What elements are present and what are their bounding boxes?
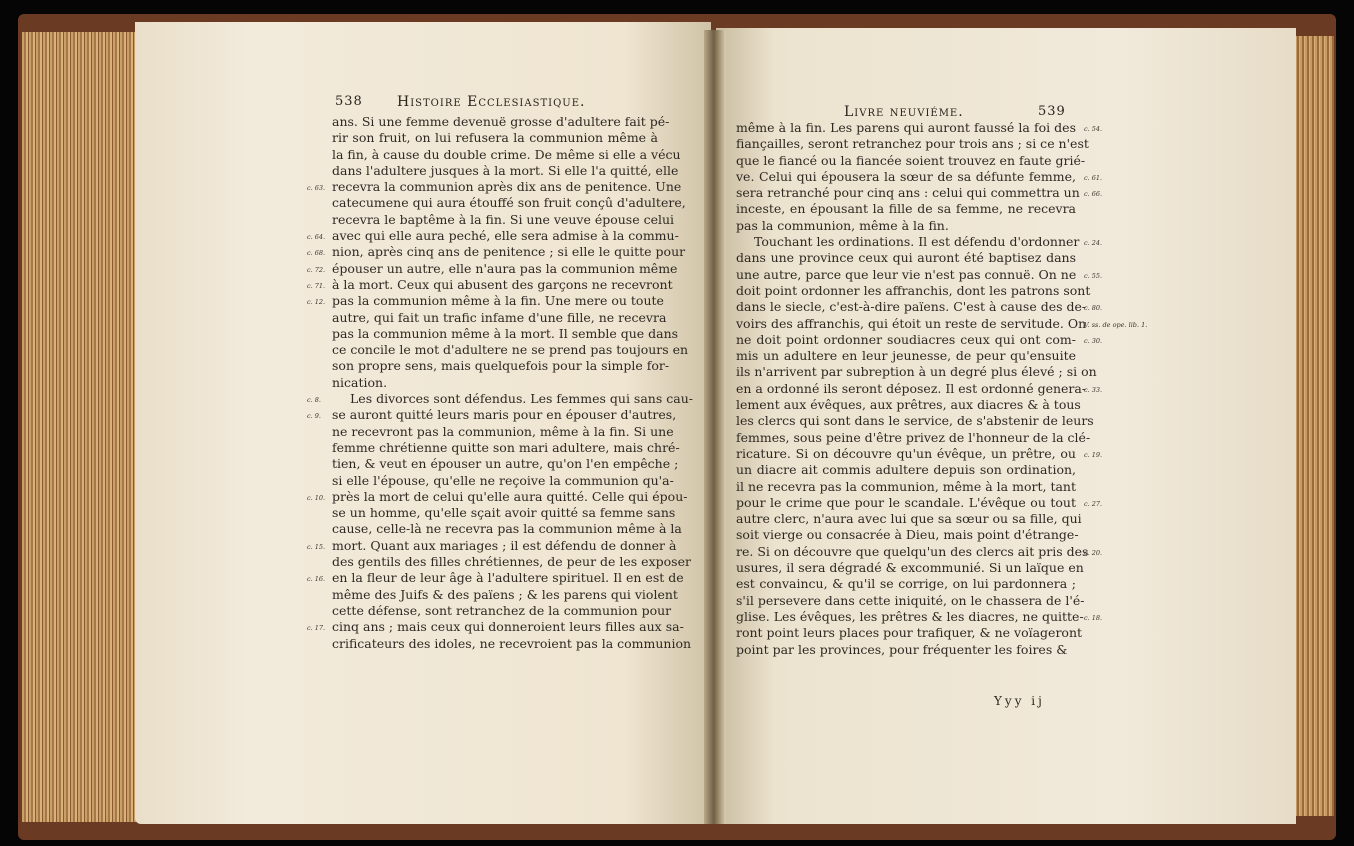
text-line: autre, qui fait un trafic infame d'une fille, ne recevra	[332, 309, 667, 325]
text-line: ce concile le mot d'adultere ne se prend pas toujours en	[332, 342, 689, 358]
text-line: Les divorces sont défendus. Les femmes qui sans cau-	[350, 391, 693, 407]
text-line: usures, il sera dégradé & excommunié. Si un laïque en	[736, 560, 1084, 576]
margin-note: c. 72.	[307, 265, 326, 274]
margin-note: c. 20.	[1084, 548, 1103, 557]
text-line: recevra le baptême à la fin. Si une veuve épouse celui	[332, 211, 675, 227]
margin-note: c. 63.	[307, 184, 326, 193]
text-line: femmes, sous peine d'être privez de l'honneur de la clé-	[736, 429, 1091, 445]
text-line: cinq ans ; mais ceux qui donneroient leurs filles aux sa-	[332, 619, 684, 635]
text-line: ront point leurs places pour trafiquer, & ne voïageront	[736, 625, 1083, 641]
text-line: nication.	[332, 374, 388, 390]
text-line: il ne recevra pas la communion, même à la mort, tant	[736, 478, 1076, 494]
text-line: dans une province ceux qui auront été baptisez dans	[736, 250, 1076, 266]
text-line: pas la communion même à la mort. Il semble que dans	[332, 325, 679, 341]
text-line: catecumene qui aura étouffé son fruit conçû d'adultere,	[332, 195, 686, 211]
margin-note: V. ss. de ope. lib. 1.	[1084, 320, 1148, 329]
text-line: ils n'arrivent par subreption à un degré plus élevé ; si on	[736, 364, 1097, 380]
text-line: un diacre ait commis adultere depuis son ordination,	[736, 462, 1076, 478]
margin-note: c. 9.	[307, 412, 321, 421]
book-gutter	[704, 30, 726, 824]
margin-note: c. 27.	[1084, 499, 1103, 508]
signature-mark: Yyy ij	[994, 694, 1045, 708]
margin-note: c. 12.	[307, 298, 326, 307]
text-line: pour le crime que pour le scandale. L'évêque ou tout	[736, 494, 1076, 510]
text-line: rir son fruit, on lui refusera la communion même à	[332, 130, 658, 146]
text-line: mort. Quant aux mariages ; il est défendu de donner à	[332, 537, 677, 553]
text-line: des gentils des filles chrétiennes, de peur de les exposer	[332, 554, 691, 570]
text-line: soit vierge ou consacrée à Dieu, mais point d'étrange-	[736, 527, 1079, 543]
text-line: lement aux évêques, aux prêtres, aux diacres & à tous	[736, 397, 1081, 413]
margin-note: c. 80.	[1084, 304, 1103, 313]
text-line: même des Juifs & des païens ; & les parens qui violent	[332, 586, 678, 602]
text-line: épouser un autre, elle n'aura pas la communion même	[332, 260, 678, 276]
text-line: nion, après cinq ans de penitence ; si elle le quitte pour	[332, 244, 686, 260]
page-edges-left	[22, 32, 147, 822]
text-line: pas la communion même à la fin. Une mere ou toute	[332, 293, 664, 309]
margin-note: c. 8.	[307, 396, 321, 405]
left-page-number: 538	[335, 94, 363, 109]
text-line: Touchant les ordinations. Il est défendu d'ordonner	[754, 234, 1080, 250]
margin-note: c. 19.	[1084, 451, 1103, 459]
text-line: voirs des affranchis, qui étoit un reste de servitude. On	[736, 315, 1087, 331]
margin-note: c. 16.	[307, 575, 326, 584]
left-page	[135, 22, 711, 824]
margin-note: c. 17.	[307, 624, 326, 633]
text-line: cause, celle-là ne recevra pas la communion même à la	[332, 521, 682, 537]
left-body-text	[332, 114, 693, 652]
text-line: dans l'adultere jusques à la mort. Si elle l'a quitté, elle	[332, 162, 679, 178]
text-line: ne recevront pas la communion, même à la fin. Si une	[332, 423, 674, 439]
text-line: avec qui elle aura peché, elle sera admise à la commu-	[332, 228, 679, 244]
margin-note: c. 30.	[1084, 336, 1103, 345]
margin-note: c. 61.	[1084, 173, 1103, 182]
right-page	[716, 28, 1296, 824]
text-line: pas la communion, même à la fin.	[736, 217, 949, 233]
left-running-head: Histoire Ecclesiastique.	[397, 94, 586, 110]
margin-note: c. 15.	[307, 542, 326, 551]
text-line: dans le siecle, c'est-à-dire païens. C'est à cause des de-	[736, 299, 1087, 315]
text-line: se auront quitté leurs maris pour en épouser d'autres,	[332, 407, 677, 423]
margin-note: c. 54.	[1084, 125, 1103, 133]
margin-note: c. 10.	[307, 493, 326, 502]
text-line: autre clerc, n'aura avec lui que sa sœur ou sa fille, qui	[736, 511, 1082, 527]
text-line: point par les provinces, pour fréquenter les foires &	[736, 641, 1068, 657]
text-line: est convaincu, & qu'il se corrige, on lui pardonnera ;	[736, 576, 1076, 592]
text-line: inceste, en épousant la fille de sa femme, ne recevra	[736, 201, 1076, 217]
text-line: femme chrétienne quitte son mari adultere, mais chré-	[332, 439, 680, 455]
text-line: que le fiancé ou la fiancée soient trouvez en faute grié-	[736, 152, 1086, 168]
text-line: son propre sens, mais quelquefois pour la simple for-	[332, 358, 670, 374]
text-line: mis un adultere en leur jeunesse, de peur qu'ensuite	[736, 348, 1076, 364]
text-line: ricature. Si on découvre qu'un évêque, un prêtre, ou	[736, 445, 1076, 461]
text-line: re. Si on découvre que quelqu'un des clercs ait pris des	[736, 543, 1089, 559]
text-line: doit point ordonner les affranchis, dont les patrons sont	[736, 282, 1091, 298]
text-line: sera retranché pour cinq ans : celui qui commettra un	[736, 185, 1080, 201]
text-line: ve. Celui qui épousera la sœur de sa défunte femme,	[736, 168, 1076, 184]
text-line: la fin, à cause du double crime. De même si elle a vécu	[332, 146, 681, 162]
text-line: les clercs qui sont dans le service, de s'abstenir de leurs	[736, 413, 1094, 429]
page-edges-right	[1290, 36, 1334, 816]
text-line: près la mort de celui qu'elle aura quitté. Celle qui épou-	[332, 488, 688, 504]
margin-note: c. 64.	[307, 233, 326, 242]
right-running-head: Livre neuviéme.	[844, 104, 964, 120]
text-line: en la fleur de leur âge à l'adultere spirituel. Il en est de	[332, 570, 684, 586]
text-line: se un homme, qu'elle sçait avoir quitté sa femme sans	[332, 505, 676, 521]
text-line: ne doit point ordonner soudiacres ceux qui ont com-	[736, 331, 1076, 347]
text-line: tien, & veut en épouser un autre, qu'on l'en empêche ;	[332, 456, 679, 472]
text-line: une autre, parce que leur vie n'est pas connuë. On ne	[736, 266, 1077, 282]
text-line: fiançailles, seront retranchez pour trois ans ; si ce n'est	[736, 136, 1089, 152]
text-line: recevra la communion après dix ans de penitence. Une	[332, 179, 682, 195]
text-line: si elle l'épouse, qu'elle ne reçoive la communion qu'a-	[332, 472, 674, 488]
margin-note: c. 18.	[1084, 614, 1103, 622]
text-line: glise. Les évêques, les prêtres & les diacres, ne quitte-	[736, 608, 1084, 624]
margin-note: c. 71.	[307, 282, 326, 290]
text-line: à la mort. Ceux qui abusent des garçons ne recevront	[332, 276, 673, 292]
margin-note: c. 24.	[1084, 239, 1103, 248]
margin-note: c. 55.	[1084, 271, 1103, 280]
text-line: en a ordonné ils seront déposez. Il est ordonné genera-	[736, 380, 1087, 396]
margin-note: c. 66.	[1084, 190, 1103, 199]
right-page-number: 539	[1038, 104, 1066, 119]
text-line: même à la fin. Les parens qui auront faussé la foi des	[736, 120, 1076, 135]
margin-note: c. 33.	[1084, 385, 1103, 394]
text-line: ans. Si une femme devenuë grosse d'adultere fait pé-	[332, 114, 670, 129]
text-line: cette défense, sont retranchez de la communion pour	[332, 602, 672, 618]
margin-note: c. 68.	[307, 249, 326, 258]
text-line: s'il persevere dans cette iniquité, on le chassera de l'é-	[736, 592, 1085, 608]
text-line: crificateurs des idoles, ne recevroient pas la communion	[332, 635, 692, 651]
